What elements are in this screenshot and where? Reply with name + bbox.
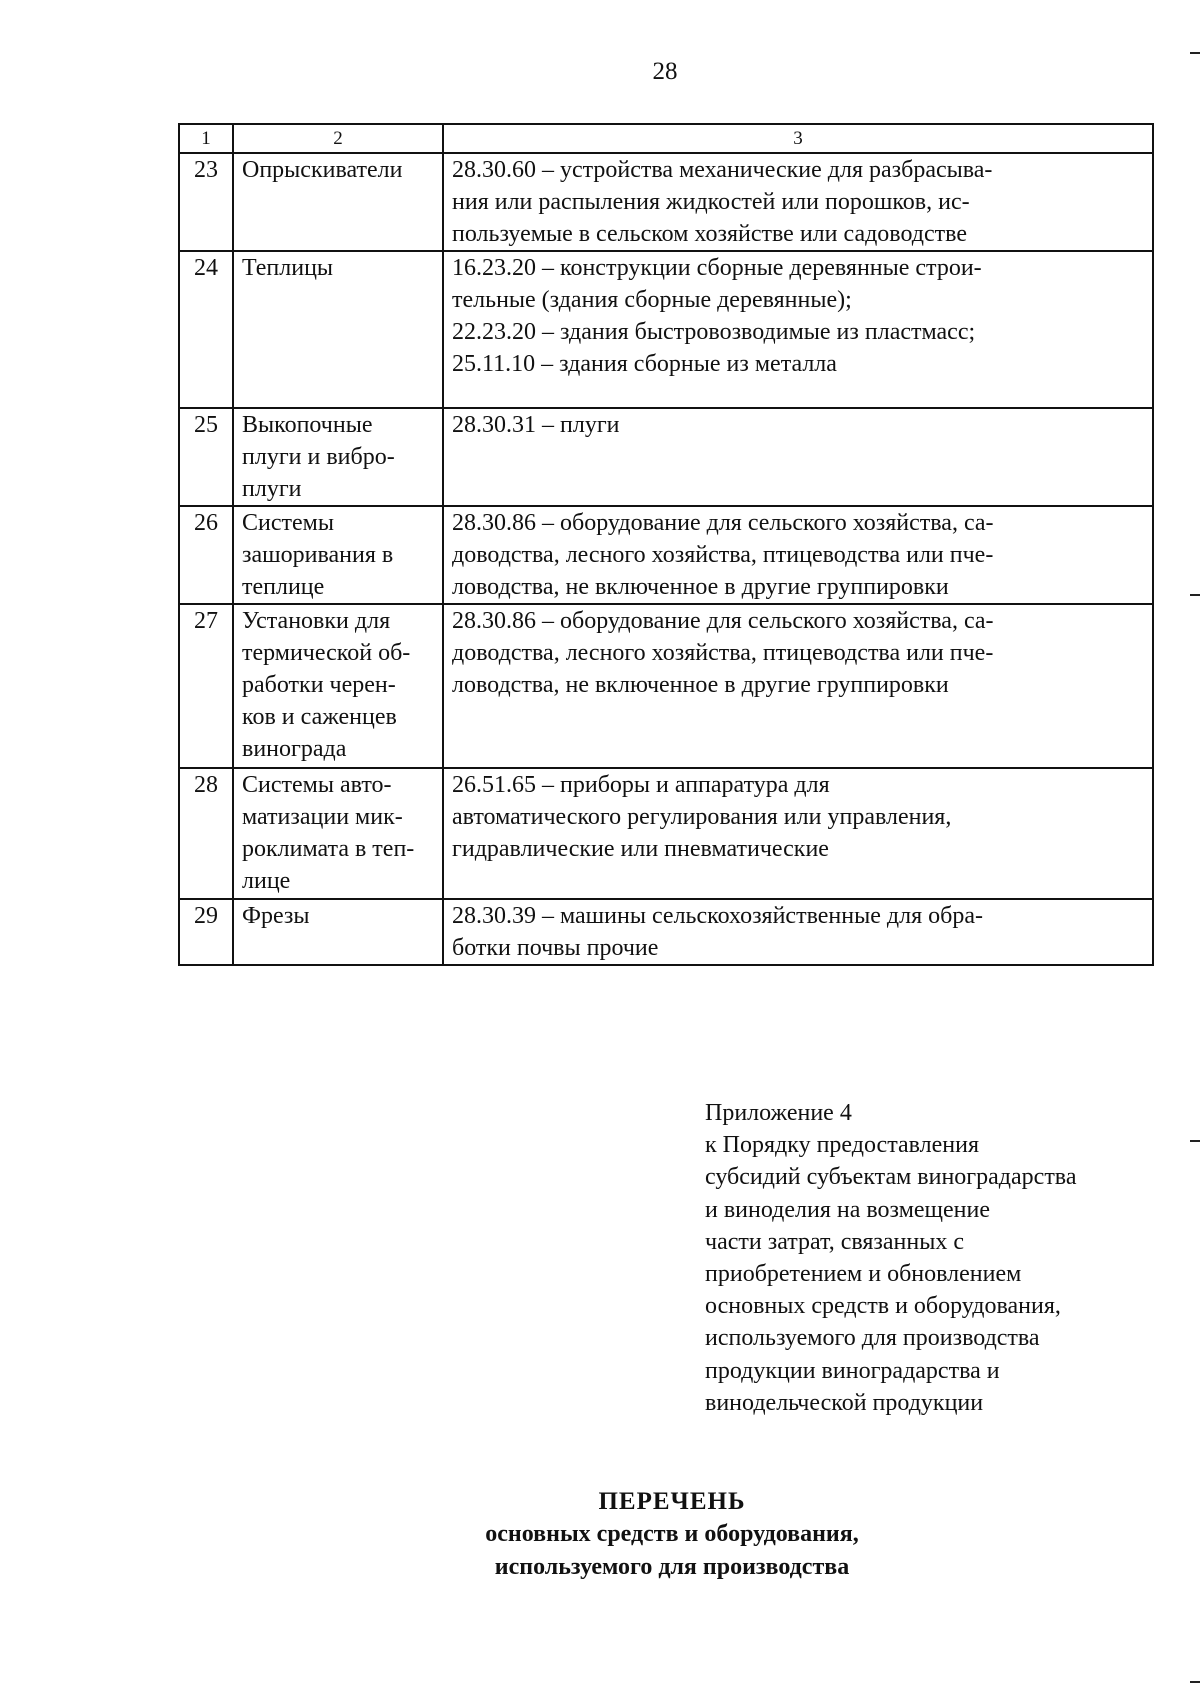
code-line: 28.30.86 – оборудование для сельского хозяйства, са-	[452, 608, 994, 634]
document-title	[0, 1485, 1200, 1584]
equipment-name: Фрезы	[233, 899, 443, 965]
code-line: 28.30.39 – машины сельскохозяйственные для обра-	[452, 903, 983, 929]
title-main: ПЕРЕЧЕНЬ	[598, 1488, 746, 1515]
okpd-codes	[443, 408, 1153, 506]
okpd-codes	[443, 899, 1153, 965]
okpd-codes	[443, 506, 1153, 604]
row-number: 29	[179, 899, 233, 965]
header-col-2: 2	[233, 124, 443, 153]
okpd-codes	[443, 251, 1153, 408]
code-line: тельные (здания сборные деревянные);	[452, 287, 852, 313]
row-number: 26	[179, 506, 233, 604]
page-number: 28	[652, 58, 678, 85]
table-row	[179, 768, 1153, 899]
equipment-name: Системы зашоривания в теплице	[233, 506, 443, 604]
code-line: 28.30.31 – плуги	[452, 412, 620, 438]
scan-edge-mark	[1190, 52, 1200, 54]
equipment-name: Опрыскиватели	[233, 153, 443, 251]
table-row	[179, 251, 1153, 408]
appendix-line: продукции виноградарства и	[705, 1357, 1000, 1384]
code-line: 16.23.20 – конструкции сборные деревянные строи-	[452, 255, 982, 281]
table-row	[179, 153, 1153, 251]
appendix-line: используемого для производства	[705, 1325, 1040, 1352]
code-line: ловодства, не включенное в другие группировки	[452, 672, 949, 698]
code-line: 22.23.20 – здания быстровозводимые из пластмасс;	[452, 319, 976, 345]
table-row	[179, 899, 1153, 965]
scan-edge-mark	[1190, 1140, 1200, 1142]
scan-edge-mark	[1190, 594, 1200, 596]
equipment-name: Теплицы	[233, 251, 443, 408]
table-row	[179, 604, 1153, 768]
appendix-line: субсидий субъектам виноградарства	[705, 1164, 1077, 1191]
appendix-line: основных средств и оборудования,	[705, 1293, 1061, 1320]
header-col-3: 3	[443, 124, 1153, 153]
appendix-line: и виноделия на возмещение	[705, 1196, 991, 1223]
okpd-codes	[443, 604, 1153, 768]
appendix-note	[705, 1097, 1076, 1419]
code-line: ботки почвы прочие	[452, 935, 659, 961]
row-number: 25	[179, 408, 233, 506]
title-subtitle-line: используемого для производства	[494, 1554, 850, 1580]
code-line: пользуемые в сельском хозяйстве или садоводстве	[452, 221, 967, 247]
appendix-line: винодельческой продукции	[705, 1389, 984, 1416]
okpd-codes	[443, 153, 1153, 251]
code-line: ния или распыления жидкостей или порошков, ис-	[452, 189, 970, 215]
code-line: гидравлические или пневматические	[452, 836, 829, 862]
code-line: ловодства, не включенное в другие группировки	[452, 574, 949, 600]
code-line: 28.30.86 – оборудование для сельского хозяйства, са-	[452, 510, 994, 536]
code-line: доводства, лесного хозяйства, птицеводства или пче-	[452, 640, 994, 666]
equipment-table	[178, 123, 1154, 966]
code-line: 28.30.60 – устройства механические для разбрасыва-	[452, 157, 993, 183]
appendix-line: приобретением и обновлением	[705, 1261, 1022, 1288]
code-line: 26.51.65 – приборы и аппаратура для	[452, 772, 830, 798]
table-row	[179, 506, 1153, 604]
header-col-1: 1	[179, 124, 233, 153]
appendix-line: Приложение 4	[705, 1100, 852, 1126]
equipment-name: Выкопочные плуги и вибро- плуги	[233, 408, 443, 506]
equipment-name: Установки для термической об- работки черен- ков и саженцев винограда	[233, 604, 443, 768]
code-line: доводства, лесного хозяйства, птицеводства или пче-	[452, 542, 994, 568]
row-number: 27	[179, 604, 233, 768]
okpd-codes	[443, 768, 1153, 899]
row-number: 28	[179, 768, 233, 899]
appendix-line: части затрат, связанных с	[705, 1228, 965, 1255]
code-line: автоматического регулирования или управления,	[452, 804, 952, 830]
scan-edge-mark	[1190, 1681, 1200, 1683]
code-line: 25.11.10 – здания сборные из металла	[452, 351, 837, 377]
equipment-name: Системы авто- матизации мик- роклимата в теп- лице	[233, 768, 443, 899]
title-subtitle-line: основных средств и оборудования,	[485, 1521, 859, 1547]
appendix-line: к Порядку предоставления	[705, 1132, 980, 1159]
table-row	[179, 408, 1153, 506]
row-number: 24	[179, 251, 233, 408]
table-header-row	[179, 124, 1153, 153]
row-number: 23	[179, 153, 233, 251]
